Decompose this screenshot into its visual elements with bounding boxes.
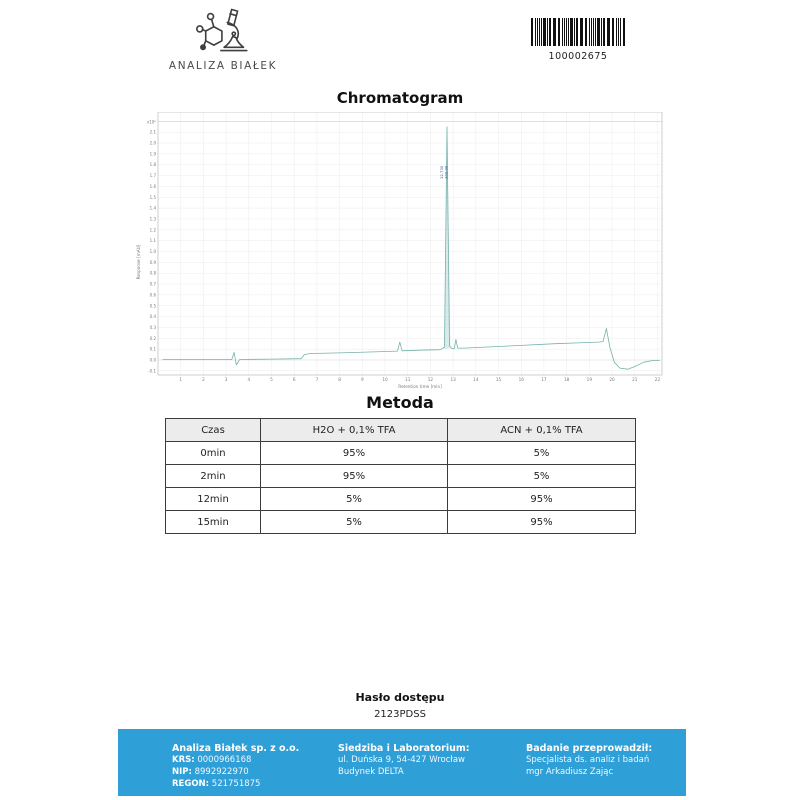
svg-text:x10⁰: x10⁰: [146, 119, 156, 125]
svg-text:2: 2: [202, 377, 205, 382]
svg-text:0.9: 0.9: [149, 259, 156, 265]
logo-block: [168, 6, 278, 72]
svg-text:0.6: 0.6: [149, 292, 156, 298]
svg-text:14: 14: [473, 377, 479, 382]
svg-text:0.0: 0.0: [149, 357, 156, 363]
svg-text:21: 21: [632, 377, 638, 382]
svg-text:1.1: 1.1: [149, 238, 156, 244]
footer-location: [338, 729, 526, 796]
svg-text:12: 12: [427, 377, 434, 382]
barcode-bars-icon: [531, 18, 625, 46]
logo-text: ANALIZA BIAŁEK: [168, 60, 278, 72]
svg-text:9: 9: [360, 377, 364, 382]
chromatogram-plot: [132, 112, 668, 394]
table-cell: 5%: [448, 465, 636, 488]
metoda-title: Metoda: [366, 393, 434, 412]
footer-krs-value: 0000966168: [197, 755, 252, 766]
table-cell: 5%: [261, 488, 448, 511]
chromatogram-chart: [132, 112, 668, 394]
footer-regon-label: REGON:: [172, 778, 210, 789]
svg-text:0.4: 0.4: [149, 314, 156, 320]
access-password-value: 2123PDSS: [374, 709, 426, 720]
footer-company-regon: [172, 779, 338, 791]
svg-text:19: 19: [586, 377, 593, 382]
table-row: [166, 442, 636, 465]
svg-text:11: 11: [405, 377, 411, 382]
svg-text:12.730: 12.730: [439, 165, 444, 179]
svg-text:8: 8: [338, 377, 341, 382]
footer-company-name: Analiza Białek sp. z o.o.: [172, 743, 300, 754]
table-row: [166, 465, 636, 488]
svg-text:1.6: 1.6: [149, 183, 156, 189]
svg-text:15: 15: [495, 377, 502, 382]
footer-company-nip: [172, 767, 338, 779]
svg-text:0.2: 0.2: [149, 335, 156, 341]
table-row: [166, 511, 636, 534]
svg-text:17: 17: [541, 377, 547, 382]
svg-text:0.8: 0.8: [149, 270, 156, 276]
table-cell: 95%: [448, 488, 636, 511]
svg-text:Response [mAU]: Response [mAU]: [136, 244, 141, 280]
svg-text:18: 18: [563, 377, 570, 382]
svg-text:Retention time [min]: Retention time [min]: [398, 384, 442, 389]
svg-text:4: 4: [247, 377, 251, 382]
footer-regon-value: 521751875: [211, 778, 261, 789]
metoda-table-header: [166, 419, 636, 442]
svg-text:0.1: 0.1: [149, 346, 156, 352]
table-cell: 12min: [166, 488, 261, 511]
access-password-label: Hasło dostępu: [355, 691, 445, 704]
svg-text:1.3: 1.3: [149, 216, 156, 222]
svg-text:1.7: 1.7: [149, 173, 156, 179]
svg-text:1.0: 1.0: [149, 249, 156, 254]
table-header-cell: H2O + 0,1% TFA: [261, 419, 448, 442]
svg-text:22: 22: [654, 377, 661, 382]
table-cell: 15min: [166, 511, 261, 534]
metoda-table: [165, 418, 636, 534]
footer-examiner-role: Specjalista ds. analiz i badań: [526, 755, 650, 766]
table-header-cell: Czas: [166, 419, 261, 442]
table-row: [166, 488, 636, 511]
svg-text:7: 7: [315, 377, 319, 382]
table-cell: 95%: [261, 465, 448, 488]
table-cell: 95%: [448, 511, 636, 534]
svg-text:3: 3: [224, 377, 228, 382]
table-cell: 0min: [166, 442, 261, 465]
svg-text:-0.1: -0.1: [148, 368, 156, 374]
footer-examiner-title: Badanie przeprowadził:: [526, 743, 653, 754]
chromatogram-title: Chromatogram: [336, 89, 464, 107]
table-cell: 5%: [448, 442, 636, 465]
footer-nip-value: 8992922970: [194, 766, 249, 777]
svg-text:2.1: 2.1: [149, 129, 156, 135]
barcode-value: 100002675: [548, 51, 608, 62]
table-cell: 2min: [166, 465, 261, 488]
svg-text:0.5: 0.5: [149, 303, 156, 309]
table-header-cell: ACN + 0,1% TFA: [448, 419, 636, 442]
footer-examiner: [526, 729, 686, 796]
svg-text:16: 16: [518, 377, 524, 382]
svg-text:0.3: 0.3: [149, 324, 156, 330]
svg-text:20: 20: [609, 377, 615, 382]
footer: [118, 729, 686, 796]
svg-text:6: 6: [292, 377, 296, 382]
svg-text:1.9: 1.9: [149, 151, 156, 157]
svg-text:0.7: 0.7: [149, 281, 156, 287]
footer-location-title: Siedziba i Laboratorium:: [338, 743, 470, 754]
svg-text:1.8: 1.8: [149, 162, 156, 168]
table-header-row: [166, 419, 636, 442]
table-cell: 5%: [261, 511, 448, 534]
svg-text:2.0: 2.0: [149, 140, 156, 146]
footer-location-building: Budynek DELTA: [338, 766, 404, 777]
footer-krs-label: KRS:: [172, 755, 195, 766]
svg-text:5: 5: [270, 377, 273, 382]
footer-examiner-name: mgr Arkadiusz Zając: [526, 766, 614, 777]
logo-microscope-icon: [196, 6, 250, 54]
footer-company: [118, 729, 338, 796]
footer-location-address: ul. Duńska 9, 54-427 Wrocław: [338, 755, 465, 766]
footer-company-krs: [172, 755, 338, 767]
svg-text:1.2: 1.2: [149, 227, 156, 233]
footer-nip-label: NIP:: [172, 766, 192, 777]
svg-text:1.5: 1.5: [149, 194, 156, 200]
svg-text:13: 13: [450, 377, 456, 382]
table-cell: 95%: [261, 442, 448, 465]
svg-text:1: 1: [179, 377, 183, 382]
svg-text:10: 10: [382, 377, 388, 382]
barcode: [528, 18, 628, 62]
svg-text:1.4: 1.4: [149, 205, 156, 211]
metoda-table-body: [166, 442, 636, 534]
svg-text:100.00: 100.00: [443, 165, 449, 179]
